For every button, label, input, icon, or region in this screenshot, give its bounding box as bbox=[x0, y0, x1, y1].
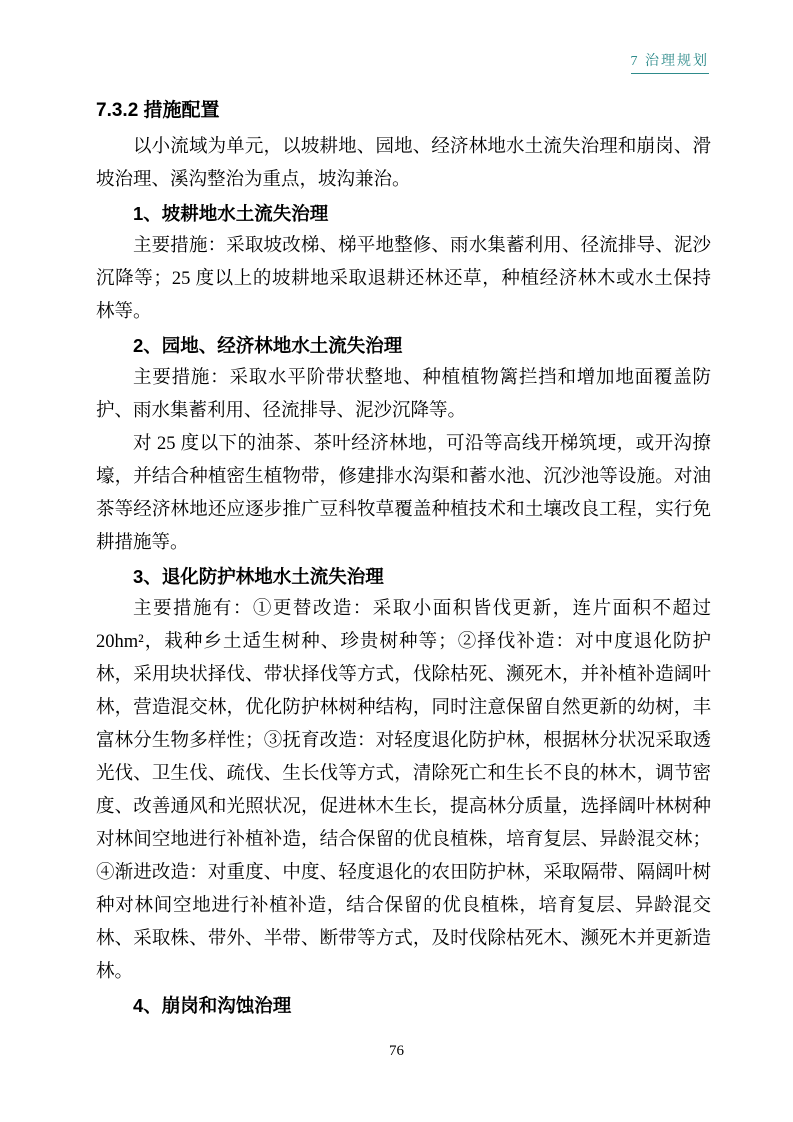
paragraph: 主要措施：采取坡改梯、梯平地整修、雨水集蓄利用、径流排导、泥沙沉降等；25 度以上的坡耕地采取退耕还林还草，种植经济林木或水土保持林等。 bbox=[96, 236, 711, 322]
subsection-heading: 3、退化防护林地水土流失治理 bbox=[133, 566, 384, 587]
page-header bbox=[631, 50, 710, 74]
paragraph: 主要措施：采取水平阶带状整地、种植植物篱拦挡和增加地面覆盖防护、雨水集蓄利用、径流排导、泥沙沉降等。 bbox=[96, 368, 711, 421]
page-footer bbox=[0, 1043, 793, 1060]
page-number: 76 bbox=[389, 1043, 404, 1059]
section-heading: 7.3.2 措施配置 bbox=[96, 100, 220, 121]
subsection-heading: 2、园地、经济林地水土流失治理 bbox=[133, 335, 403, 356]
paragraph: 以小流域为单元，以坡耕地、园地、经济林地水土流失治理和崩岗、滑坡治理、溪沟整治为重点，坡沟兼治。 bbox=[96, 137, 711, 190]
paragraph: 对 25 度以下的油茶、茶叶经济林地，可沿等高线开梯筑埂，或开沟撩壕，并结合种植密生植物带，修建排水沟渠和蓄水池、沉沙池等设施。对油茶等经济林地还应逐步推广豆科牧草覆盖种植技术和土壤改良工程，实行免耕措施等。 bbox=[96, 434, 711, 553]
paragraph: 主要措施有：①更替改造：采取小面积皆伐更新，连片面积不超过 20hm²，栽种乡土适生树种、珍贵树种等；②择伐补造：对中度退化防护林，采用块状择伐、带状择伐等方式，伐除枯死、濒死木，并补植补造阔叶林，营造混交林，优化防护林树种结构，同时注意保留自然更新的幼树，丰富林分生物多样性；③抚育改造：对轻度退化防护林，根据林分状况采取透光伐、卫生伐、疏伐、生长伐等方式，清除死亡和生长不良的林木，调节密度、改善通风和光照状况，促进林木生长，提高林分质量，选择阔叶林树种对林间空地进行补植补造，结合保留的优良植株，培育复层、异龄混交林；④渐进改造：对重度、中度、轻度退化的农田防护林，采取隔带、隔阔叶树种对林间空地进行补植补造，结合保留的优良植株，培育复层、异龄混交林、采取株、带外、半带、断带等方式，及时伐除枯死木、濒死木并更新造林。 bbox=[96, 599, 711, 982]
header-chapter: 7 治理规划 bbox=[631, 50, 710, 74]
subsection-heading: 1、坡耕地水土流失治理 bbox=[133, 203, 329, 224]
subsection-heading: 4、崩岗和沟蚀治理 bbox=[133, 995, 292, 1016]
document-body bbox=[96, 94, 711, 1022]
